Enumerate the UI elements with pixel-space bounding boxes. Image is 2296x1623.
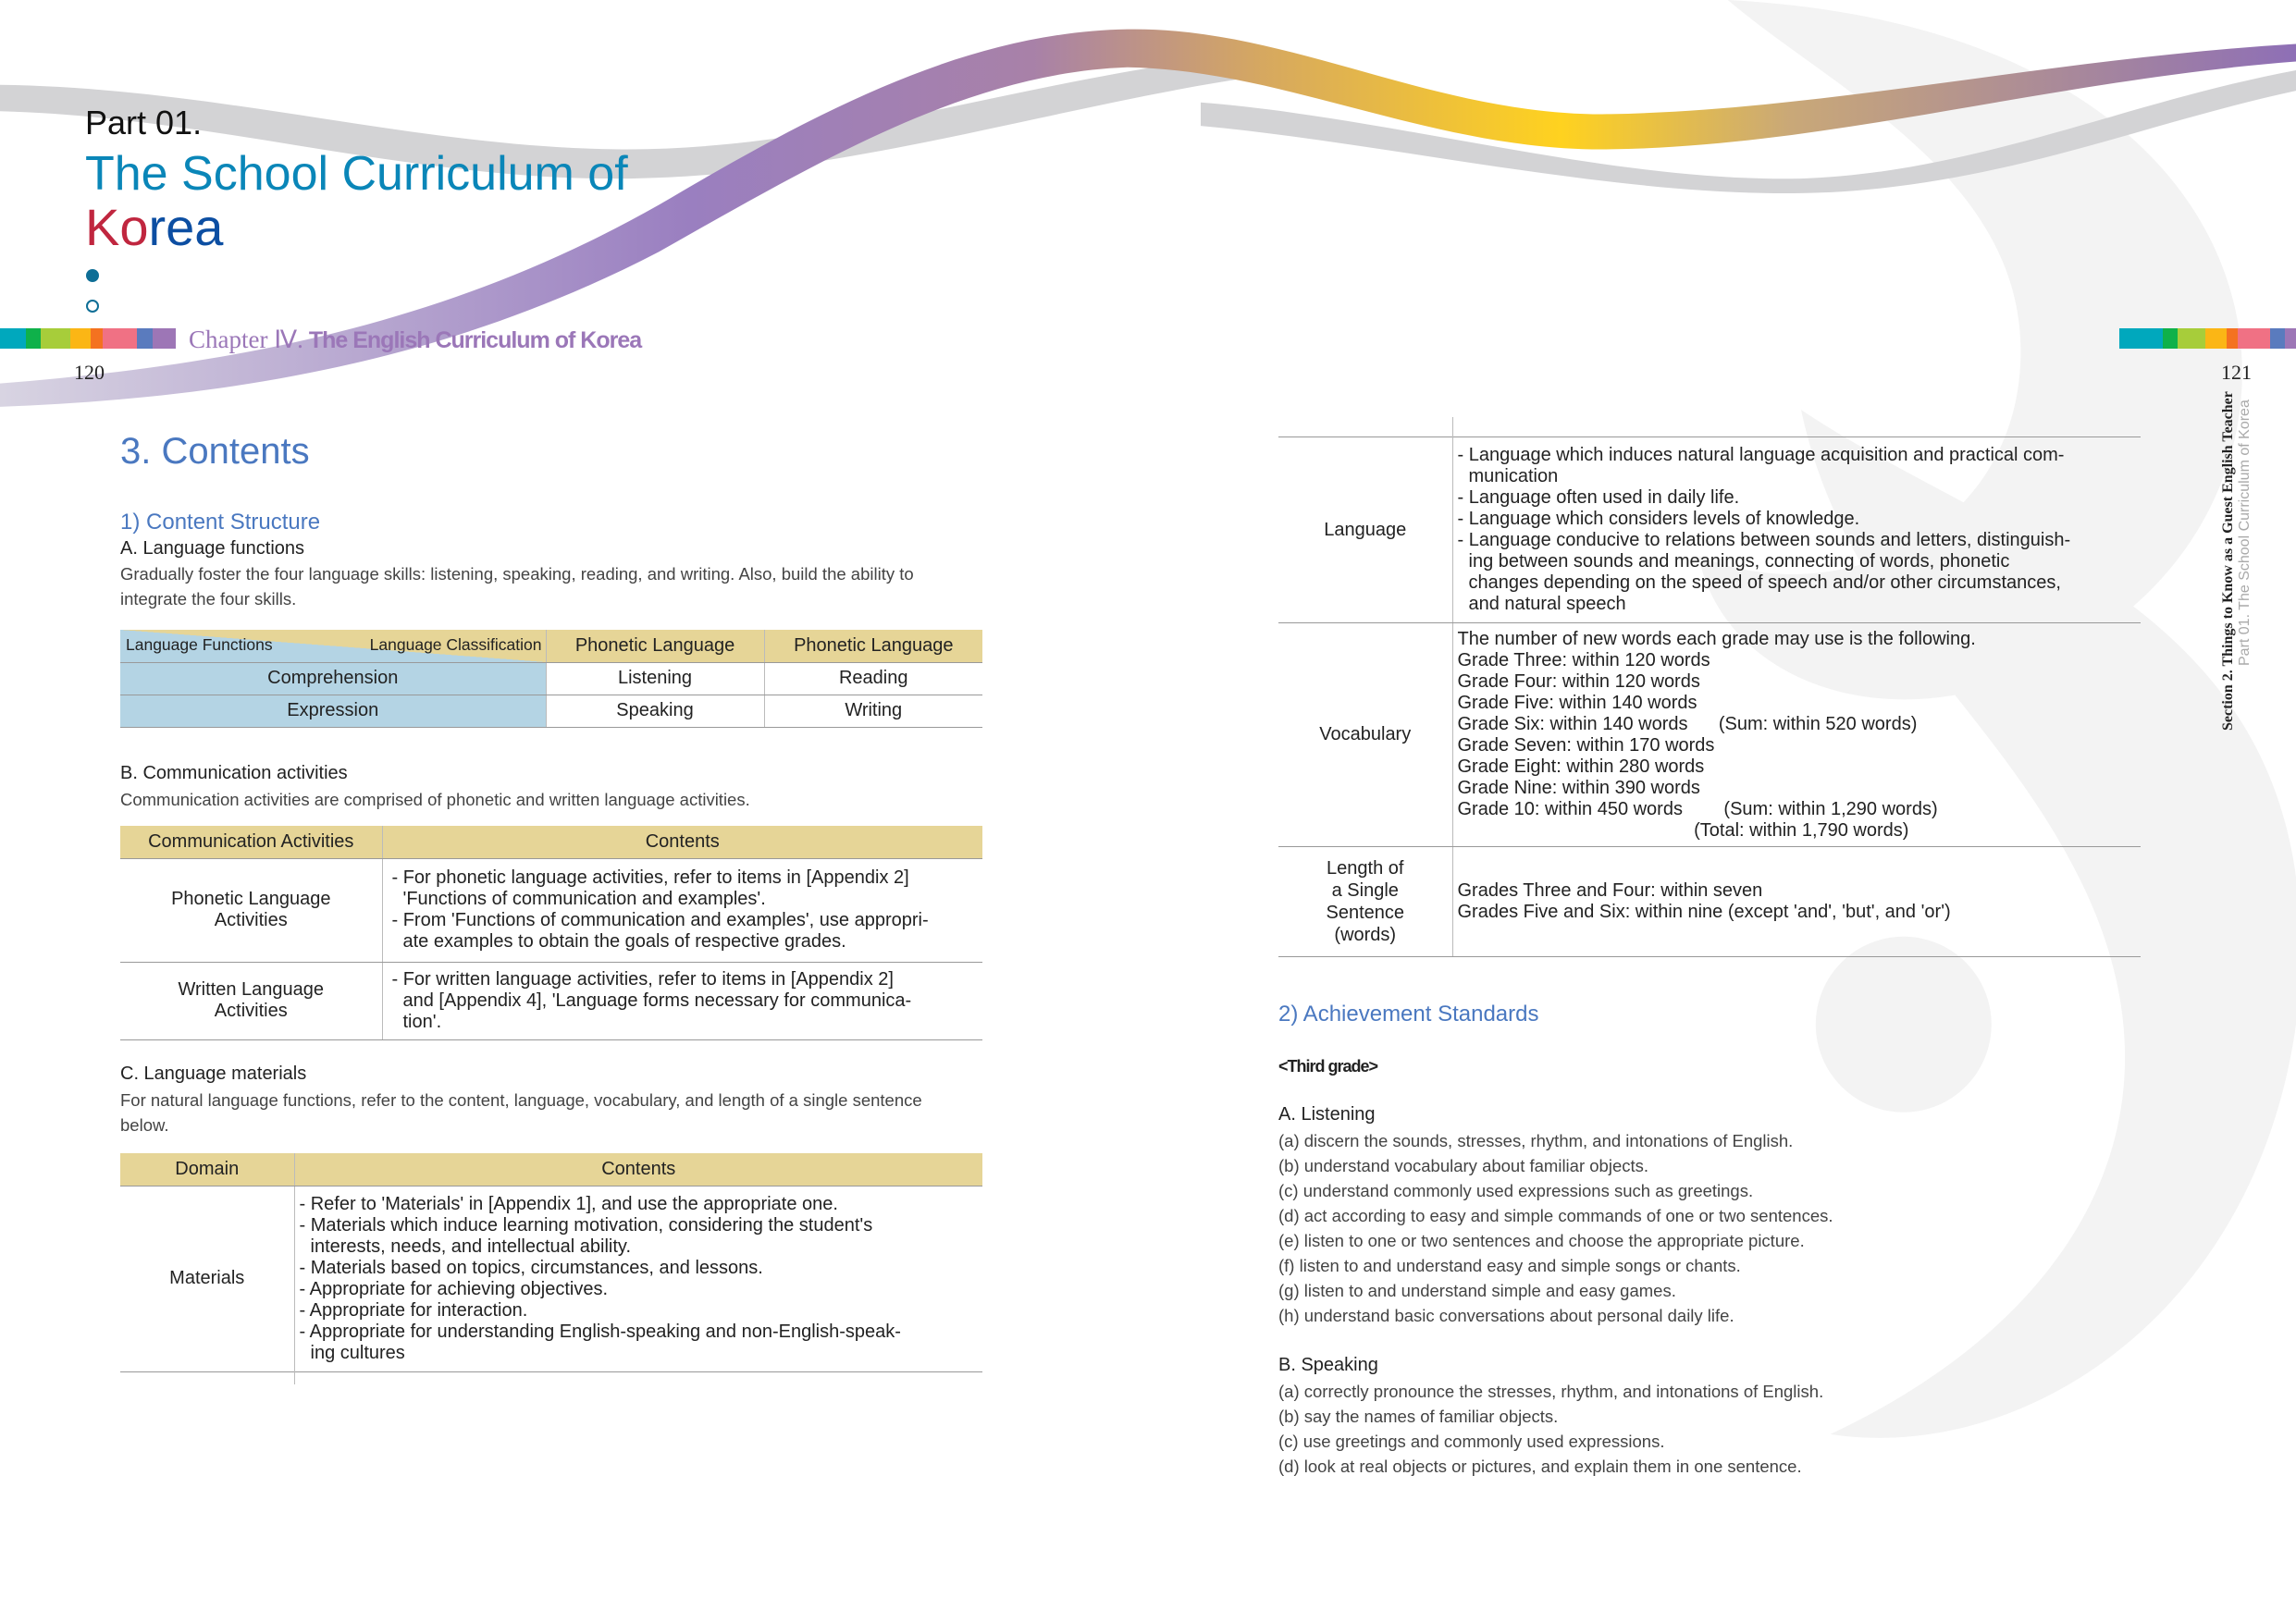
part-title: The School Curriculum of	[85, 147, 628, 201]
language-materials-table	[120, 1153, 982, 1372]
color-swatch	[103, 328, 137, 349]
language-functions-text	[120, 561, 914, 611]
table-divider	[1452, 417, 1453, 436]
title-korea-rest: rea	[148, 198, 224, 256]
list-line: tion'.	[402, 1011, 442, 1032]
list-line: changes depending on the speed of speech and/or other circumstances,	[1468, 572, 2061, 593]
text-line: Length of	[1327, 858, 1404, 879]
list-item: (c) understand commonly used expressions such as greetings.	[1278, 1181, 1754, 1200]
text-line: Grade Seven: within 170 words	[1457, 734, 1715, 756]
page-number-left: 120	[74, 361, 105, 384]
label-line: Activities	[214, 1001, 288, 1021]
table-header-row	[120, 630, 982, 662]
table-cell	[382, 962, 982, 1039]
list-item: (h) understand basic conversations about personal daily life.	[1278, 1306, 1734, 1325]
color-swatch	[2205, 328, 2227, 349]
table-divider	[294, 1371, 295, 1384]
list-item: (b) understand vocabulary about familiar objects.	[1278, 1156, 1649, 1175]
table-cell	[1452, 847, 2141, 957]
table-row	[1278, 437, 2141, 623]
color-bar-left	[0, 328, 176, 349]
list-line: and [Appendix 4], 'Language forms necessary for communica-	[402, 990, 912, 1011]
content-structure-heading: 1) Content Structure	[120, 510, 321, 535]
list-item: (a) discern the sounds, stresses, rhythm, and intonations of English.	[1278, 1131, 1794, 1150]
corner-right-label: Language Classification	[369, 635, 542, 654]
color-swatch	[2178, 328, 2205, 349]
chapter-title: The English Curriculum of Korea	[302, 327, 642, 353]
row-label	[120, 962, 382, 1039]
language-functions-heading: A. Language functions	[120, 538, 305, 559]
part-running-title: Part 01. The School Curriculum of Korea	[2237, 400, 2253, 666]
label-line: Phonetic Language	[171, 889, 331, 909]
text-line: (words)	[1334, 925, 1397, 945]
hollow-dot-icon	[86, 300, 99, 313]
list-item: (a) correctly pronounce the stresses, rhythm, and intonations of English.	[1278, 1382, 1824, 1401]
color-swatch	[41, 328, 70, 349]
text-line: Grade Nine: within 390 words	[1457, 777, 1700, 798]
table-row	[120, 858, 982, 962]
contents-heading: 3. Contents	[120, 431, 310, 472]
chapter-prefix: Chapter Ⅳ.	[189, 326, 303, 353]
table-cell	[1452, 437, 2141, 623]
color-swatch	[0, 328, 26, 349]
language-materials-table-continued	[1278, 436, 2141, 957]
list-line: - For phonetic language activities, refer to items in [Appendix 2]	[391, 867, 909, 888]
communication-activities-heading: B. Communication activities	[120, 763, 348, 783]
text-line: a Single	[1331, 880, 1399, 901]
color-swatch	[26, 328, 41, 349]
list-line: - Appropriate for interaction.	[299, 1299, 528, 1321]
list-item: (c) use greetings and commonly used expressions.	[1278, 1432, 1665, 1451]
title-korea-ko: Ko	[85, 198, 149, 256]
filled-dot-icon	[86, 269, 99, 282]
language-materials-heading: C. Language materials	[120, 1064, 307, 1084]
list-item: (d) look at real objects or pictures, and explain them in one sentence.	[1278, 1457, 1802, 1476]
color-swatch	[153, 328, 176, 349]
color-bar-right	[2119, 328, 2296, 349]
list-item: (e) listen to one or two sentences and choose the appropriate picture.	[1278, 1231, 1805, 1250]
list-line: - Language conducive to relations between sounds and letters, distinguish-	[1457, 530, 2071, 550]
color-swatch	[2163, 328, 2178, 349]
text-line: Grade Five: within 140 words	[1457, 692, 1697, 713]
list-line: - Language often used in daily life.	[1457, 487, 1740, 508]
list-line: - Appropriate for understanding English-speaking and non-English-speak-	[299, 1321, 901, 1342]
header-cell: Phonetic Language	[546, 630, 764, 662]
list-item: (d) act according to easy and simple commands of one or two sentences.	[1278, 1206, 1833, 1225]
list-line: - Materials based on topics, circumstances, and lessons.	[299, 1257, 763, 1278]
color-swatch	[2270, 328, 2285, 349]
header-cell: Contents	[382, 826, 982, 858]
achievement-standards-heading: 2) Achievement Standards	[1278, 1002, 1539, 1027]
corner-header-cell	[120, 630, 546, 662]
color-swatch	[91, 328, 103, 349]
text-line: For natural language functions, refer to the content, language, vocabulary, and length of a single sentence	[120, 1090, 922, 1110]
table-header-row	[120, 826, 982, 858]
list-item: (f) listen to and understand easy and simple songs or chants.	[1278, 1256, 1741, 1275]
color-swatch	[2227, 328, 2238, 349]
list-line: - Refer to 'Materials' in [Appendix 1], and use the appropriate one.	[299, 1193, 838, 1214]
row-label: Language	[1278, 437, 1452, 623]
color-swatch	[137, 328, 154, 349]
text-line: Grades Five and Six: within nine (except 'and', 'but', and 'or')	[1457, 902, 1951, 922]
text-line: below.	[120, 1115, 169, 1135]
color-swatch	[2238, 328, 2270, 349]
communication-activities-text: Communication activities are comprised of phonetic and written language activities.	[120, 790, 750, 809]
row-label: Vocabulary	[1278, 623, 1452, 847]
header-cell: Communication Activities	[120, 826, 382, 858]
grade-heading: <Third grade>	[1278, 1057, 1378, 1076]
table-row	[120, 695, 982, 727]
part-title-korea	[85, 197, 223, 257]
table-row	[120, 662, 982, 695]
text-line: Sentence	[1326, 903, 1404, 923]
list-line: ate examples to obtain the goals of respective grades.	[402, 931, 846, 952]
color-swatch	[2285, 328, 2296, 349]
part-label: Part 01.	[85, 104, 203, 141]
chapter-heading	[189, 326, 641, 354]
section-running-title: Section 2. Things to Know as a Guest English Teacher	[2220, 391, 2236, 731]
list-line: interests, needs, and intellectual ability.	[310, 1236, 631, 1257]
list-line: - Appropriate for achieving objectives.	[299, 1278, 609, 1299]
list-line: ing cultures	[310, 1342, 405, 1363]
color-swatch	[2119, 328, 2163, 349]
table-cell	[382, 858, 982, 962]
list-line: - From 'Functions of communication and examples', use appropri-	[391, 910, 929, 930]
listening-heading: A. Listening	[1278, 1104, 1376, 1125]
text-line: Gradually foster the four language skills: listening, speaking, reading, and writing. Also, build the ability to	[120, 564, 914, 584]
row-label: Comprehension	[120, 662, 546, 695]
list-line: - For written language activities, refer to items in [Appendix 2]	[391, 968, 894, 990]
list-line: and natural speech	[1468, 594, 1626, 614]
row-label	[120, 858, 382, 962]
list-line: munication	[1468, 466, 1559, 486]
text-line: Grade Eight: within 280 words	[1457, 756, 1705, 777]
speaking-list	[1278, 1379, 1823, 1479]
table-cell: Writing	[764, 695, 982, 727]
header-cell: Contents	[294, 1153, 982, 1186]
communication-activities-table	[120, 826, 982, 1040]
list-line: 'Functions of communication and examples'.	[402, 889, 766, 909]
table-cell: Listening	[546, 662, 764, 695]
language-functions-table	[120, 630, 982, 728]
header-cell: Phonetic Language	[764, 630, 982, 662]
text-line: Grade 10: within 450 words (Sum: within 1,290 words)	[1457, 798, 1938, 819]
corner-left-label: Language Functions	[126, 635, 273, 654]
table-cell	[1452, 623, 2141, 847]
table-row	[120, 1186, 982, 1371]
table-row	[1278, 623, 2141, 847]
table-cell	[294, 1186, 982, 1371]
page-number-right: 121	[2221, 361, 2252, 384]
header-cell: Domain	[120, 1153, 294, 1186]
list-line: - Language which induces natural language acquisition and practical com-	[1457, 445, 2065, 465]
list-item: (g) listen to and understand simple and easy games.	[1278, 1281, 1676, 1300]
listening-list	[1278, 1128, 1833, 1328]
text-line: (Total: within 1,790 words)	[1457, 819, 1909, 841]
text-line: integrate the four skills.	[120, 589, 297, 609]
list-item: (b) say the names of familiar objects.	[1278, 1407, 1559, 1426]
language-materials-text	[120, 1088, 922, 1137]
table-cell: Speaking	[546, 695, 764, 727]
table-row	[1278, 847, 2141, 957]
list-line: - Materials which induce learning motivation, considering the student's	[299, 1214, 873, 1236]
text-line: Grades Three and Four: within seven	[1457, 880, 1763, 901]
vertical-running-header	[2220, 391, 2253, 731]
table-header-row	[120, 1153, 982, 1186]
text-line: The number of new words each grade may use is the following.	[1457, 628, 1976, 649]
label-line: Activities	[214, 910, 288, 930]
text-line: Grade Four: within 120 words	[1457, 670, 1700, 692]
list-line: ing between sounds and meanings, connecting of words, phonetic	[1468, 551, 2010, 572]
table-cell: Reading	[764, 662, 982, 695]
row-label: Expression	[120, 695, 546, 727]
list-line: - Language which considers levels of knowledge.	[1457, 509, 1860, 529]
text-line: Grade Six: within 140 words (Sum: within 520 words)	[1457, 713, 1918, 734]
speaking-heading: B. Speaking	[1278, 1355, 1378, 1375]
label-line: Written Language	[178, 979, 325, 1000]
row-label	[1278, 847, 1452, 957]
color-swatch	[70, 328, 91, 349]
text-line: Grade Three: within 120 words	[1457, 649, 1710, 670]
row-label: Materials	[120, 1186, 294, 1371]
table-row	[120, 962, 982, 1039]
